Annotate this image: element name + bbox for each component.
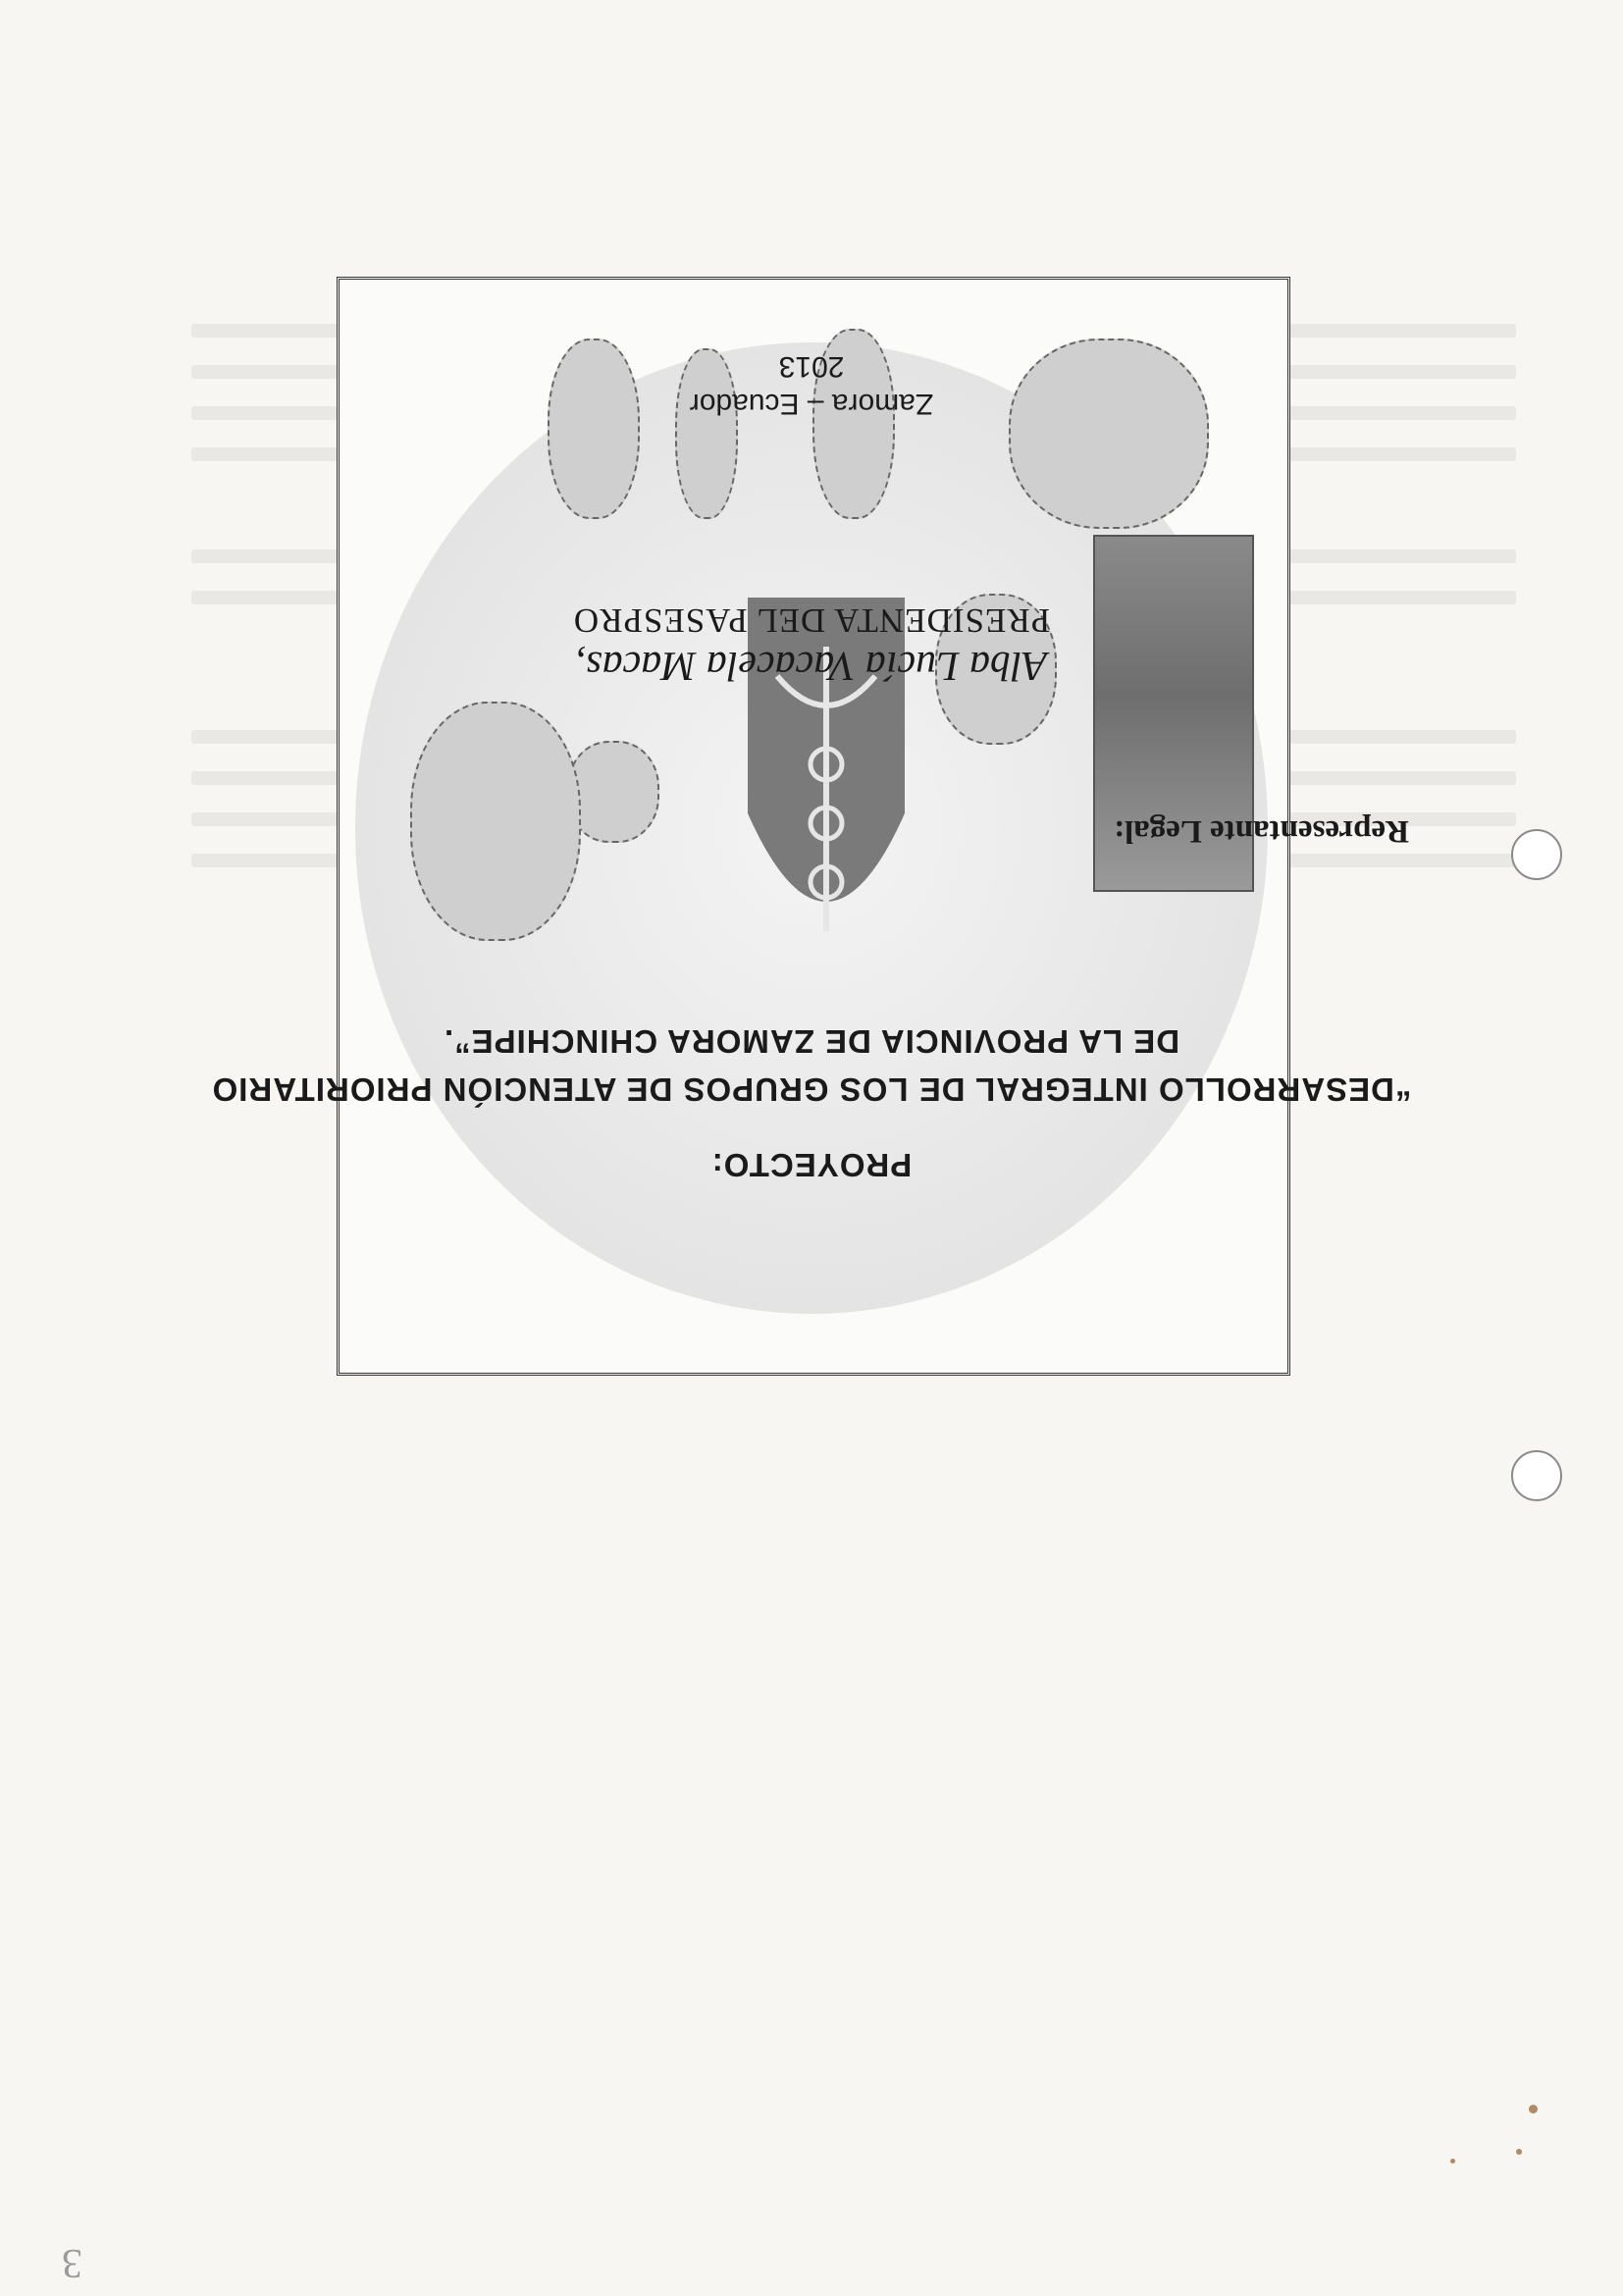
legal-representative-title: PRESIDENTA DEL PASESPRO	[572, 601, 1051, 640]
place-line: Zamora – Ecuador	[689, 388, 934, 420]
page-number: 3	[62, 2240, 82, 2285]
year-line: 2013	[778, 350, 845, 383]
project-title: “DESARROLLO INTEGRAL DE LOS GRUPOS DE ATENCIÓN PRIORITARIO DE LA PROVINCIA DE ZAMORA CHINCHIPE”.	[211, 1023, 1412, 1108]
legal-representative-name: Alba Lucía Vacacela Macas,	[575, 643, 1048, 688]
family-figure-image	[567, 741, 659, 843]
cartoon-figure-image	[410, 702, 581, 941]
legal-representative-heading: Representante Legal:	[1114, 813, 1409, 849]
section-label: PROYECTO:	[710, 1147, 913, 1183]
